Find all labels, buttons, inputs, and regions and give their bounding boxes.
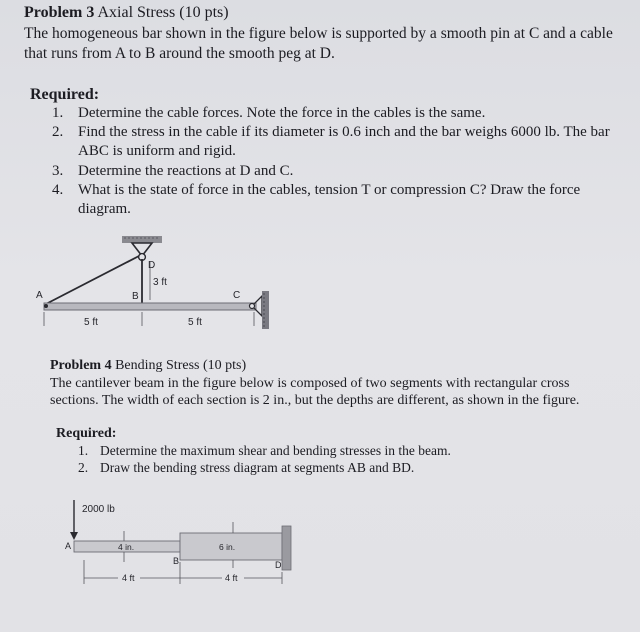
problem3-intro-line: that runs from A to B around the smooth peg at D.: [24, 45, 335, 62]
item-text: Find the stress in the cable if its diameter is 0.6 inch and the bar weighs 6000 lb. The bar: [78, 124, 610, 141]
label-a: A: [65, 541, 72, 551]
dim-vertical: 3 ft: [153, 277, 167, 288]
depth-left: 4 in.: [118, 542, 135, 552]
problem4-required-label: Required:: [56, 426, 117, 441]
item-text-continued: diagram.: [78, 201, 131, 218]
dim-left: 5 ft: [84, 317, 98, 328]
problem4-intro-line: The cantilever beam in the figure below is composed of two segments with rectangular cross: [50, 376, 570, 391]
problem3-title-rest: Axial Stress (10 pts): [94, 4, 229, 21]
label-d: D: [275, 560, 282, 570]
problem3-required-label: Required:: [30, 86, 100, 103]
item-text: What is the state of force in the cables, tension T or compression C? Draw the force: [78, 181, 581, 198]
problem4-title-bold: Problem 4: [50, 358, 112, 373]
len-left: 4 ft: [122, 573, 135, 583]
problem3-intro-line: The homogeneous bar shown in the figure below is supported by a smooth pin at C and a cable: [24, 25, 613, 42]
depth-right: 6 in.: [219, 542, 236, 552]
problem3-title-bold: Problem 3: [24, 4, 95, 21]
item-text: Determine the cable forces. Note the force in the cables is the same.: [78, 105, 486, 121]
item-text-continued: ABC is uniform and rigid.: [78, 143, 236, 160]
label-d: D: [148, 260, 156, 271]
problem4-title-rest: Bending Stress (10 pts): [111, 358, 247, 373]
wall-d: [282, 526, 291, 570]
item-text: Determine the reactions at D and C.: [78, 162, 294, 179]
item-number: 1.: [52, 105, 64, 121]
problem4-intro-line: sections. The width of each section is 2 in., but the depths are different, as shown in the figure.: [50, 393, 580, 408]
item-text: Draw the bending stress diagram at segments AB and BD.: [100, 460, 415, 475]
label-c: C: [233, 290, 241, 301]
label-b: B: [173, 556, 180, 566]
item-number: 1.: [78, 443, 89, 458]
dim-right: 5 ft: [188, 317, 202, 328]
load-label: 2000 lb: [82, 504, 115, 515]
label-b: B: [132, 291, 139, 302]
item-text: Determine the maximum shear and bending stresses in the beam.: [100, 443, 451, 458]
item-number: 3.: [52, 162, 64, 179]
label-a: A: [36, 290, 43, 301]
item-number: 2.: [78, 460, 89, 475]
len-right: 4 ft: [225, 573, 238, 583]
item-number: 2.: [52, 124, 64, 141]
item-number: 4.: [52, 181, 64, 198]
